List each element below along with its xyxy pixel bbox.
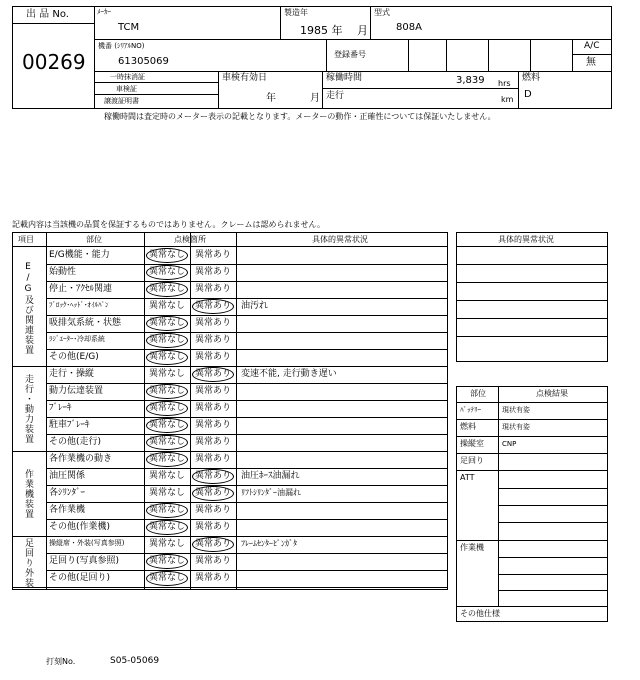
km-unit: km [501, 95, 514, 104]
normal-option[interactable]: 異常なし [149, 335, 186, 345]
status-circle [146, 554, 188, 569]
status-circle [192, 367, 234, 382]
cert-inspection: 車検証 [116, 85, 137, 93]
normal-option[interactable]: 異常なし [149, 454, 186, 464]
status-circle [192, 537, 234, 552]
status-circle [146, 350, 188, 365]
cert-temporary: 一時抹消証 [110, 73, 145, 81]
cert-transfer: 譲渡証明書 [104, 97, 139, 105]
normal-option[interactable]: 異常なし [149, 522, 186, 532]
normal-option[interactable]: 異常なし [149, 318, 186, 328]
battery-value: 現状有姿 [502, 406, 530, 414]
status-circle [146, 571, 188, 586]
part-label: ﾗｼﾞｴｰﾀｰ･冷却系統 [49, 335, 105, 343]
normal-option[interactable]: 異常なし [149, 352, 186, 362]
inspection-year: 年 [266, 93, 276, 104]
col-part-header: 部位 [86, 235, 102, 244]
abnormal-option[interactable]: 異常あり [195, 267, 232, 277]
part-label: ﾌﾞﾚｰｷ [49, 403, 72, 413]
att-label: ATT [460, 473, 475, 482]
normal-option[interactable]: 異常なし [149, 284, 186, 294]
part-label: 停止・ｱｸｾﾙ関連 [49, 284, 113, 294]
col-detail-header: 具体的異常状況 [312, 235, 368, 244]
status-circle [146, 418, 188, 433]
part-label: 操縦席・外装(写真参照) [49, 539, 125, 547]
part-label: ﾌﾞﾛｯｸ･ﾍｯﾄﾞ･ｵｲﾙﾊﾟﾝ [49, 301, 109, 309]
ac-label: A/C [584, 41, 600, 51]
normal-option[interactable]: 異常なし [149, 437, 186, 447]
abnormal-option[interactable]: 異常あり [195, 386, 232, 396]
stamp-label: 打刻No. [46, 657, 76, 666]
results-col-part: 部位 [470, 389, 486, 398]
status-circle [146, 503, 188, 518]
other-spec-label: その他仕様 [460, 609, 500, 618]
results-col-result: 点検結果 [536, 389, 568, 398]
normal-option[interactable]: 異常なし [149, 420, 186, 430]
undercarriage-result-label: 足回り [460, 456, 484, 465]
part-label: その他(作業機) [49, 522, 111, 532]
detail-text: ﾌﾚｰﾑｾﾝﾀｰﾋﾟﾝｶﾞﾀ [241, 539, 297, 548]
cab-label: 操縦室 [460, 439, 484, 448]
normal-option[interactable]: 異常なし [149, 386, 186, 396]
hours-label: 稼働時間 [326, 73, 363, 83]
group-label: 作業機装置 [23, 468, 33, 519]
battery-label: ﾊﾞｯﾃﾘｰ [460, 406, 481, 414]
normal-option[interactable]: 異常なし [149, 267, 186, 277]
normal-option[interactable]: 異常なし [149, 403, 186, 413]
status-circle [146, 384, 188, 399]
work-machine-label: 作業機 [460, 543, 484, 552]
part-label: 各作業機の動き [49, 454, 113, 464]
results-box [456, 386, 608, 622]
status-circle [146, 282, 188, 297]
normal-option[interactable]: 異常なし [149, 556, 186, 566]
part-label: E/G機能・能力 [49, 250, 110, 260]
status-circle [192, 469, 234, 484]
fuel-result-label: 燃料 [460, 422, 476, 431]
abnormal-option[interactable]: 異常あり [195, 352, 232, 362]
abnormal-option[interactable]: 異常あり [195, 437, 232, 447]
normal-option[interactable]: 異常なし [149, 369, 186, 379]
abnormal-option[interactable]: 異常あり [195, 539, 232, 549]
group-label: 足回り外装 [23, 538, 33, 588]
abnormal-option[interactable]: 異常あり [195, 318, 232, 328]
detail-box [456, 232, 608, 362]
part-label: 各作業機 [49, 505, 86, 515]
hours-unit: hrs [498, 79, 511, 88]
part-label: その他(走行) [49, 437, 102, 447]
maker-label: ﾒｰｶｰ [97, 8, 111, 16]
abnormal-option[interactable]: 異常あり [195, 403, 232, 413]
status-circle [192, 486, 234, 501]
normal-option[interactable]: 異常なし [149, 573, 186, 583]
year-value: 1985 年 [300, 24, 343, 37]
abnormal-option[interactable]: 異常あり [195, 301, 232, 311]
cab-value: CNP [502, 440, 517, 448]
part-label: 吸排気系統・状態 [49, 318, 122, 328]
abnormal-option[interactable]: 異常あり [195, 522, 232, 532]
hours-value: 3,839 [456, 75, 485, 86]
ac-value: 無 [586, 57, 596, 68]
abnormal-option[interactable]: 異常あり [195, 420, 232, 430]
part-label: 駐車ﾌﾞﾚｰｷ [49, 420, 90, 430]
inspection-month: 月 [310, 93, 320, 104]
serial-label: 機番 (ｼﾘｱﾙNO) [98, 42, 145, 50]
normal-option[interactable]: 異常なし [149, 488, 186, 498]
abnormal-option[interactable]: 異常あり [195, 335, 232, 345]
status-circle [146, 316, 188, 331]
part-label: 油圧関係 [49, 471, 86, 481]
col-item-header: 項目 [18, 235, 34, 244]
abnormal-option[interactable]: 異常あり [195, 573, 232, 583]
abnormal-option[interactable]: 異常あり [195, 454, 232, 464]
part-label: 動力伝達装置 [49, 386, 104, 396]
serial-value: 61305069 [118, 56, 169, 67]
maker-value: TCM [118, 22, 140, 33]
part-label: その他(足回り) [49, 573, 111, 583]
abnormal-option[interactable]: 異常あり [195, 488, 232, 498]
fuel-value: D [524, 89, 532, 100]
abnormal-option[interactable]: 異常あり [195, 284, 232, 294]
mileage-label: 走行 [326, 91, 345, 101]
stamp-value: S05-05069 [110, 656, 160, 666]
group-label: E/G及び関連装置 [23, 261, 33, 355]
part-label: その他(E/G) [49, 352, 99, 362]
abnormal-option[interactable]: 異常あり [195, 471, 232, 481]
month-label: 月 [357, 24, 368, 37]
lot-label: 出 品 No. [26, 9, 69, 20]
part-label: 走行・操縦 [49, 369, 95, 379]
normal-option[interactable]: 異常なし [149, 250, 186, 260]
status-circle [146, 452, 188, 467]
detail-text: ﾘﾌﾄｼﾘﾝﾀﾞｰ油漏れ [241, 488, 301, 497]
group-label: 走行・動力装置 [23, 373, 33, 444]
disclaimer: 記載内容は当該機の品質を保証するものではありません。クレームは認められません。 [12, 220, 325, 229]
lot-number: 00269 [22, 50, 86, 74]
abnormal-option[interactable]: 異常あり [195, 556, 232, 566]
fuel-label: 燃料 [522, 73, 541, 83]
detail-box-title: 具体的異常状況 [498, 235, 554, 244]
detail-text: 油汚れ [241, 301, 269, 311]
part-label: 足回り(写真参照) [49, 556, 120, 566]
status-circle [146, 248, 188, 263]
normal-option[interactable]: 異常なし [149, 505, 186, 515]
status-circle [146, 435, 188, 450]
status-circle [146, 333, 188, 348]
model-label: 型式 [374, 8, 390, 17]
detail-text: 油圧ﾎｰｽ油漏れ [241, 471, 300, 481]
col-check-header: 点検箇所 [174, 235, 206, 244]
status-circle [192, 299, 234, 314]
abnormal-option[interactable]: 異常あり [195, 250, 232, 260]
status-circle [146, 401, 188, 416]
hours-note: 稼働時間は査定時のメーター表示の記載となります。メーターの動作・正確性については保証いたしません。 [104, 112, 496, 121]
part-label: 始動性 [49, 267, 77, 277]
year-label: 製造年 [284, 8, 308, 17]
abnormal-option[interactable]: 異常あり [195, 369, 232, 379]
normal-option[interactable]: 異常なし [149, 301, 186, 311]
model-value: 808A [396, 22, 422, 33]
inspection-date-label: 車検有効日 [222, 73, 268, 83]
fuel-result-value: 現状有姿 [502, 423, 530, 431]
status-circle [146, 265, 188, 280]
normal-option[interactable]: 異常なし [149, 539, 186, 549]
abnormal-option[interactable]: 異常あり [195, 505, 232, 515]
part-label: 各ｼﾘﾝﾀﾞｰ [49, 488, 86, 498]
status-circle [146, 520, 188, 535]
registration-label: 登録番号 [334, 50, 366, 59]
normal-option[interactable]: 異常なし [149, 471, 186, 481]
detail-text: 変速不能, 走行動き遅い [241, 369, 337, 379]
